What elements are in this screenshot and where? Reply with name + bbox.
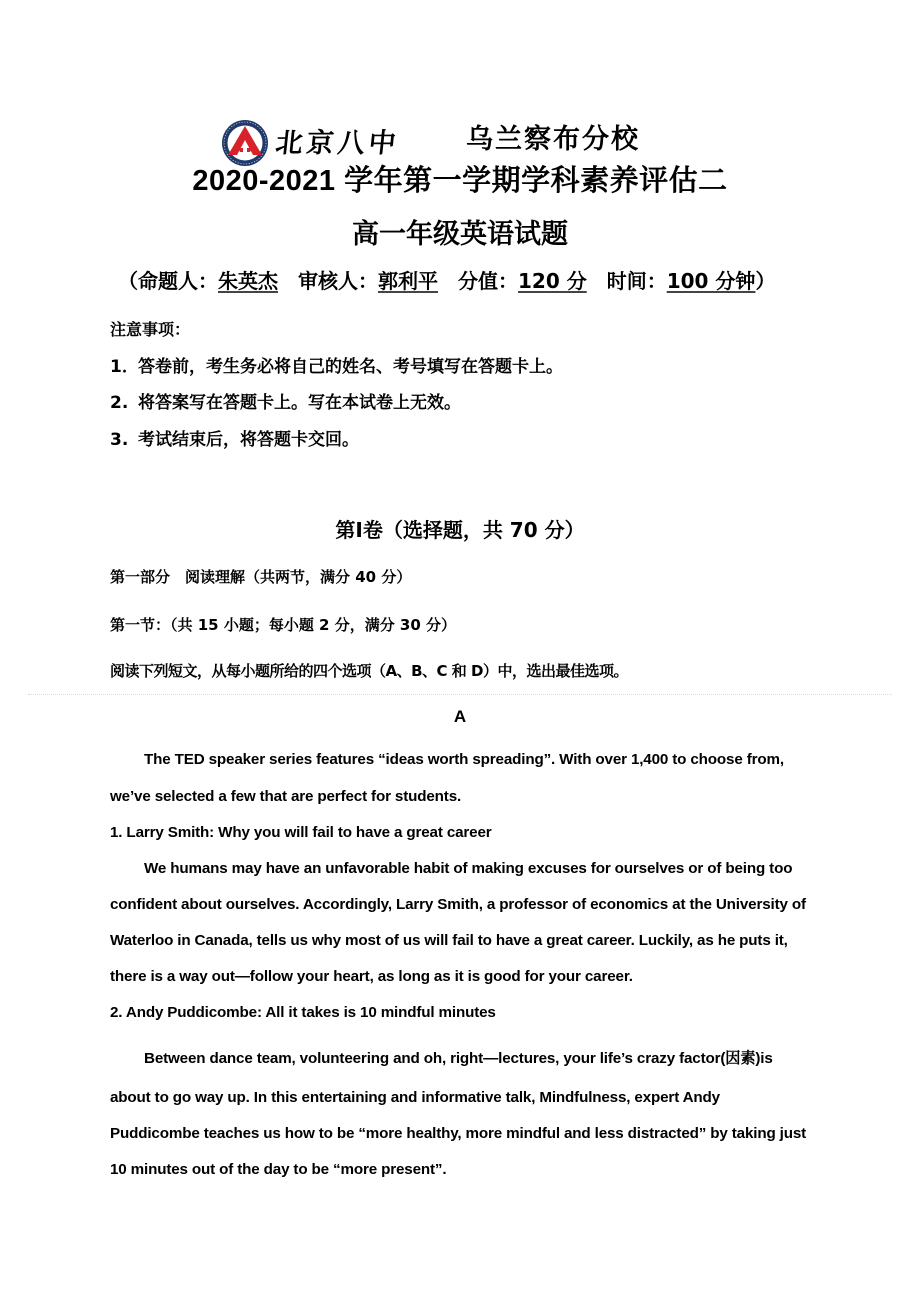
setter-label: 命题人：	[138, 269, 218, 293]
exam-meta-line	[118, 265, 775, 294]
note-text: 将答案写在答题卡上。写在本试卷上无效。	[138, 393, 461, 413]
passage-line: Between dance team, volunteering and oh, right—lectures, your life’s crazy factor(因素)is	[144, 1050, 773, 1067]
passage-item-heading: 2. Andy Puddicombe: All it takes is 10 mindful minutes	[110, 1004, 496, 1021]
branch-name: 乌兰察布分校	[466, 124, 640, 155]
note-text: 考试结束后，将答题卡交回。	[138, 430, 359, 450]
passage-line: Puddicombe teaches us how to be “more healthy, more mindful and less distracted” by taking just	[110, 1125, 807, 1142]
reviewer-label: 审核人：	[298, 269, 378, 293]
school-name: 北京八中	[274, 128, 402, 159]
part-title: 第一部分 阅读理解（共两节，满分 40 分）	[110, 568, 412, 586]
note-number: 2.	[110, 393, 129, 413]
score-label: 分值：	[458, 269, 518, 293]
close-paren: ）	[755, 269, 776, 293]
subsection-title: 第一节：（共 15 小题；每小题 2 分，满分 30 分）	[110, 616, 457, 634]
subject-title: 高一年级英语试题	[352, 219, 568, 250]
section-divider	[28, 694, 892, 695]
note-number: 3.	[110, 430, 129, 450]
reviewer-name: 郭利平	[378, 269, 438, 293]
passage-line: The TED speaker series features “ideas worth spreading”. With over 1,400 to choose from,	[144, 751, 784, 768]
volume-title: 第Ⅰ卷（选择题，共 70 分）	[335, 518, 585, 542]
setter-name: 朱英杰	[218, 269, 278, 293]
passage-line: about to go way up. In this entertaining and informative talk, Mindfulness, expert Andy	[110, 1089, 720, 1106]
note-item	[110, 425, 359, 450]
open-paren: （	[118, 269, 138, 293]
note-number: 1．	[110, 357, 139, 377]
reading-instructions: 阅读下列短文，从每小题所给的四个选项（A、B、C 和 D）中，选出最佳选项。	[110, 662, 628, 680]
note-text: 答卷前，考生务必将自己的姓名、考号填写在答题卡上。	[138, 357, 563, 377]
time-label: 时间：	[606, 269, 667, 293]
passage-line: there is a way out—follow your heart, as long as it is good for your career.	[110, 968, 633, 985]
exam-title: 2020-2021 学年第一学期学科素养评估二	[192, 165, 728, 197]
score-value: 120 分	[518, 269, 587, 293]
note-item	[110, 352, 563, 377]
passage-letter: A	[453, 707, 467, 726]
passage-line: We humans may have an unfavorable habit of making excuses for ourselves or of being too	[144, 860, 793, 877]
note-item	[110, 388, 461, 413]
time-value: 100 分钟	[666, 269, 756, 293]
notes-heading: 注意事项：	[110, 320, 191, 339]
passage-line: confident about ourselves. Accordingly, Larry Smith, a professor of economics at the University of	[110, 896, 806, 913]
passage-line: 10 minutes out of the day to be “more present”.	[110, 1161, 447, 1178]
passage-line: we’ve selected a few that are perfect for students.	[110, 788, 462, 805]
passage-item-heading: 1. Larry Smith: Why you will fail to have a great career	[110, 824, 492, 841]
passage-line: Waterloo in Canada, tells us why most of us will fail to have a great career. Luckily, as he puts it,	[110, 932, 788, 949]
